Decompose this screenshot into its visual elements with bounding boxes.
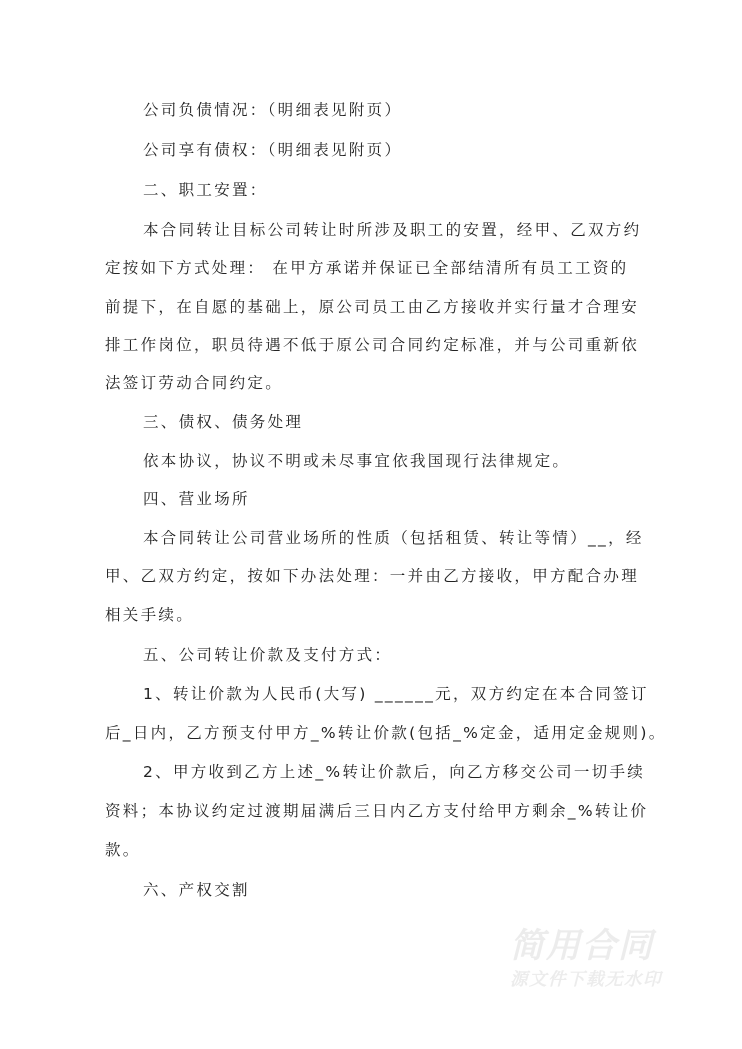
watermark-subtitle: 源文件下载无水印 [510,970,662,990]
text-line: 依本协议，协议不明或未尽事宜依我国现行法律规定。 [143,452,571,470]
text-line: 款。 [105,841,141,859]
text-line: 四、营业场所 [143,490,250,508]
text-line: 三、债权、债务处理 [143,413,304,431]
text-line: 前提下，在自愿的基础上，原公司员工由乙方接收并实行量才合理安 [105,298,640,316]
text-line: 后_日内，乙方预支付甲方_%转让价款(包括_%定金，适用定金规则)。 [105,724,667,742]
text-line: 本合同转让公司营业场所的性质（包括租赁、转让等情）__，经 [143,529,644,547]
watermark-title: 简用合同 [510,926,654,966]
text-line: 六、产权交割 [143,881,250,899]
text-line: 公司享有债权：（明细表见附页） [143,141,403,159]
text-line: 定按如下方式处理： 在甲方承诺并保证已全部结清所有员工工资的 [105,259,629,277]
text-line: 排工作岗位，职员待遇不低于原公司合同约定标准，并与公司重新依 [105,336,640,354]
text-line: 公司负债情况：（明细表见附页） [143,101,403,119]
text-line: 相关手续。 [105,606,195,624]
text-line: 1、转让价款为人民币(大写) ______元，双方约定在本合同签订 [143,685,649,703]
text-line: 资料；本协议约定过渡期届满后三日内乙方支付给甲方剩余_%转让价 [105,802,649,820]
text-line: 2、甲方收到乙方上述_%转让价款后，向乙方移交公司一切手续 [143,763,646,781]
text-line: 法签订劳动合同约定。 [105,374,284,392]
text-line: 本合同转让目标公司转让时所涉及职工的安置，经甲、乙双方约 [143,221,642,239]
text-line: 五、公司转让价款及支付方式： [143,646,393,664]
text-line: 二、职工安置： [143,181,268,199]
text-line: 甲、乙双方约定，按如下办法处理：一并由乙方接收，甲方配合办理 [105,567,640,585]
